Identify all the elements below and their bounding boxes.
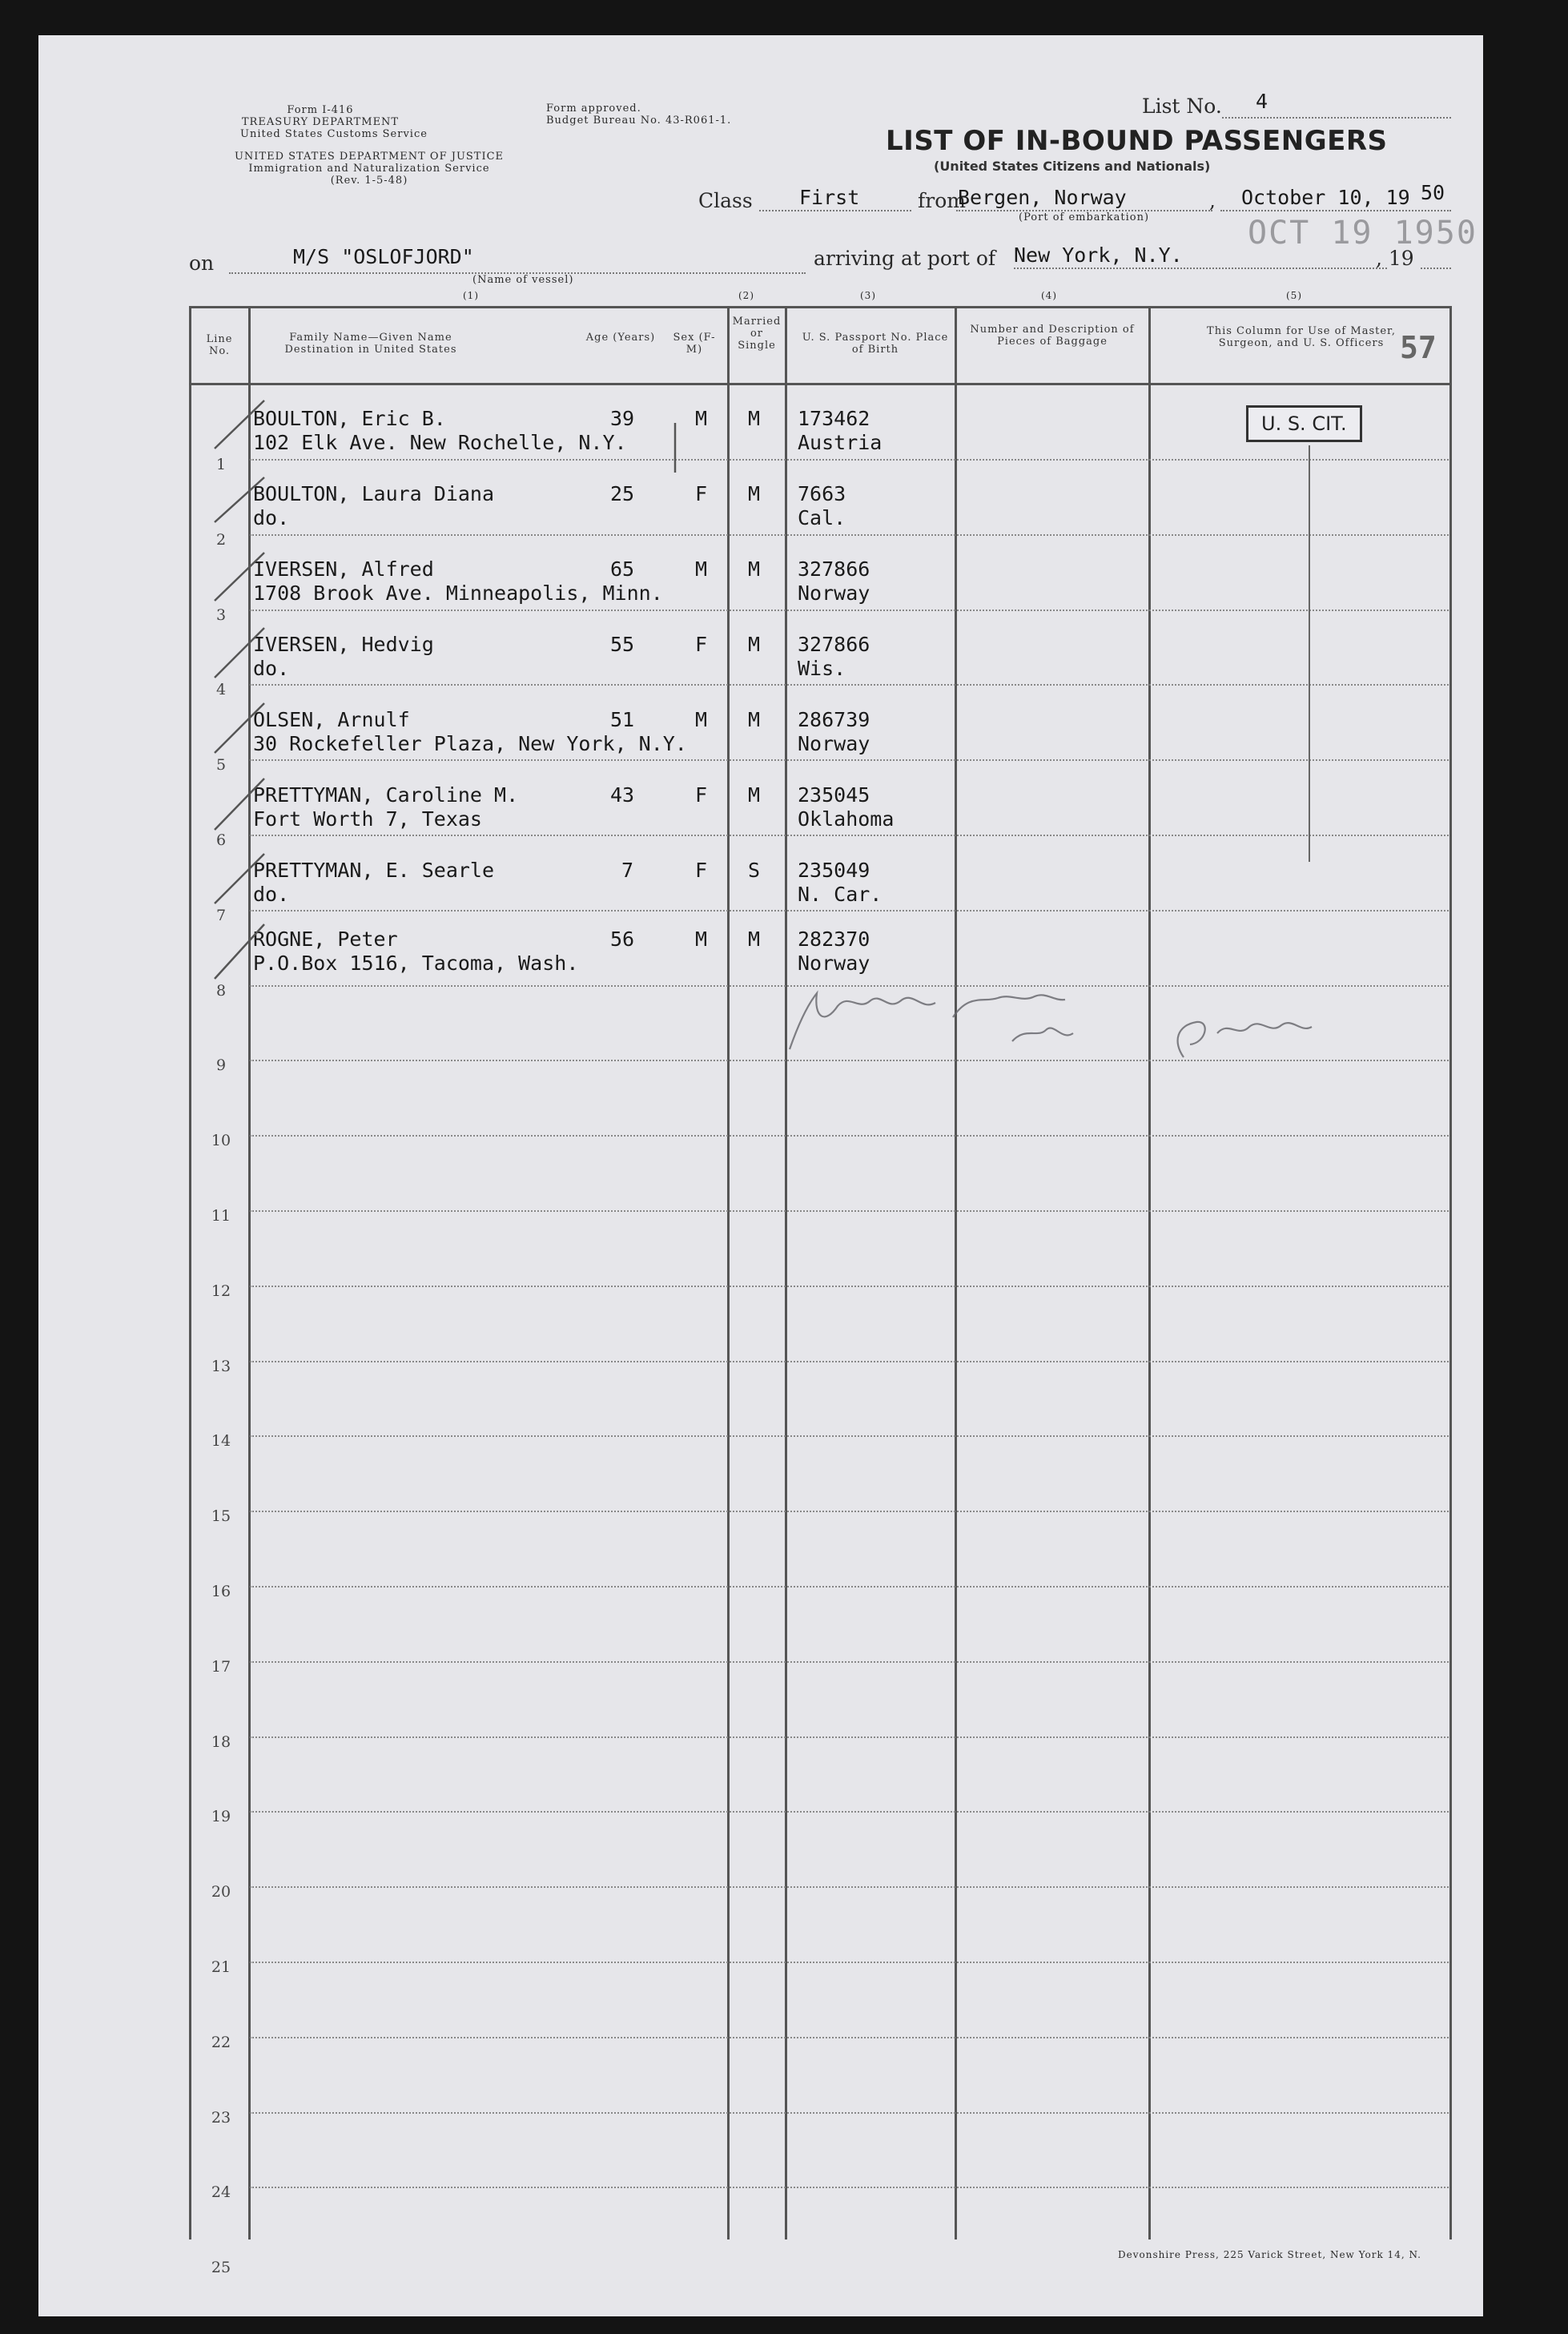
passenger-marital: M [748, 708, 761, 731]
passenger-marital: M [748, 633, 761, 656]
form-approved-line: Form approved. [546, 103, 641, 115]
row-divider [250, 1736, 1449, 1738]
arriving-label: arriving at port of [814, 247, 996, 270]
passport-number: 7663 [798, 482, 846, 505]
passenger-age: 25 [610, 482, 635, 505]
budget-bureau-line: Budget Bureau No. 43-R061-1. [546, 115, 732, 127]
passenger-address: 1708 Brook Ave. Minneapolis, Minn. [253, 581, 663, 605]
passenger-sex: F [695, 783, 708, 807]
col-header-officers: This Column for Use of Master, Surgeon, and U. S. Officers [1207, 325, 1396, 349]
birthplace: Wis. [798, 657, 846, 680]
passenger-address: 30 Rockefeller Plaza, New York, N.Y. [253, 732, 687, 755]
arrival-port: New York, N.Y. [1014, 243, 1183, 267]
line-number: 4 [215, 681, 227, 698]
line-number: 24 [211, 2183, 231, 2201]
row-divider [250, 1060, 1449, 1061]
row-divider [250, 1962, 1449, 1963]
passenger-age: 51 [610, 708, 635, 731]
page-number: 57 [1400, 330, 1437, 365]
passenger-name: PRETTYMAN, E. Searle [253, 859, 495, 882]
row-divider [250, 1586, 1449, 1588]
passenger-sex: F [695, 633, 708, 656]
row-divider [250, 1361, 1449, 1362]
passenger-sex: M [695, 407, 708, 430]
row-divider [250, 1511, 1449, 1512]
immigration-service: Immigration and Naturalization Service [248, 163, 490, 175]
passenger-name: OLSEN, Arnulf [253, 708, 410, 731]
passenger-name: IVERSEN, Alfred [253, 557, 434, 581]
row-divider [250, 1210, 1449, 1212]
passenger-name: PRETTYMAN, Caroline M. [253, 783, 519, 807]
row-divider [250, 2037, 1449, 2038]
passport-number: 282370 [798, 928, 870, 951]
us-citizen-stamp: U. S. CIT. [1246, 405, 1362, 442]
printer-credit: Devonshire Press, 225 Varick Street, New York 14, N. [1118, 2249, 1421, 2260]
birthplace: N. Car. [798, 883, 883, 906]
arrival-year-line [1421, 268, 1451, 269]
col-divider-married [785, 306, 787, 2239]
passenger-age: 39 [610, 407, 635, 430]
line-number: 16 [211, 1583, 231, 1600]
line-number: 6 [215, 831, 227, 849]
passenger-marital: M [748, 783, 761, 807]
row-divider [250, 1135, 1449, 1137]
col-divider-line-no [248, 306, 251, 2239]
line-number: 17 [211, 1658, 231, 1676]
birthplace: Oklahoma [798, 807, 895, 831]
passenger-sex: F [695, 482, 708, 505]
row-divider [250, 610, 1449, 611]
revision-date: (Rev. 1-5-48) [330, 175, 408, 187]
passenger-marital: M [748, 928, 761, 951]
list-no-line [1222, 117, 1451, 119]
line-number: 5 [215, 756, 227, 774]
row-divider [250, 835, 1449, 836]
passenger-age: 7 [621, 859, 634, 882]
col-header-name: Family Name—Given Name Destination in United States [284, 332, 457, 356]
passenger-address: do. [253, 657, 290, 680]
departure-date: October 10, 19 [1241, 186, 1410, 209]
line-number: 1 [215, 456, 227, 473]
vessel-name: M/S "OSLOFJORD" [293, 245, 474, 268]
row-divider [250, 459, 1449, 461]
col-header-line-no: Line No. [206, 333, 233, 357]
col-header-baggage: Number and Description of Pieces of Baggage [970, 324, 1135, 348]
passenger-name: BOULTON, Laura Diana [253, 482, 495, 505]
row-divider [250, 534, 1449, 536]
passport-number: 235049 [798, 859, 870, 882]
passenger-address: P.O.Box 1516, Tacoma, Wash. [253, 952, 579, 975]
passenger-address: do. [253, 883, 290, 906]
line-number: 20 [211, 1883, 231, 1901]
department-identification [189, 151, 549, 187]
col-number-5: (5) [1286, 290, 1302, 301]
passenger-address: Fort Worth 7, Texas [253, 807, 482, 831]
passenger-address: do. [253, 506, 290, 529]
line-number: 22 [211, 2034, 231, 2051]
col-number-2: (2) [738, 290, 754, 301]
line-number: 13 [211, 1358, 231, 1375]
passenger-marital: M [748, 482, 761, 505]
row-divider [250, 1811, 1449, 1813]
line-number: 9 [215, 1056, 227, 1074]
department-of-justice: UNITED STATES DEPARTMENT OF JUSTICE [234, 151, 505, 163]
birthplace: Norway [798, 732, 870, 755]
page-subtitle: (United States Citizens and Nationals) [934, 159, 1211, 174]
line-number: 7 [215, 907, 227, 924]
manifest-page [38, 35, 1483, 2316]
row-divider [250, 985, 1449, 987]
arrival-date-stamp: OCT 19 1950 [1248, 215, 1478, 252]
passenger-sex: M [695, 708, 708, 731]
passenger-name: ROGNE, Peter [253, 928, 398, 951]
col-header-married: Married or Single [732, 316, 782, 352]
row-divider [250, 2112, 1449, 2114]
form-number: Form I-416 [287, 104, 354, 116]
class-label: Class [698, 189, 753, 212]
line-number: 19 [211, 1808, 231, 1825]
passenger-sex: M [695, 557, 708, 581]
header-bottom-border [189, 383, 1451, 385]
customs-service: United States Customs Service [240, 128, 428, 140]
departure-year: 50 [1421, 181, 1445, 204]
col-header-passport: U. S. Passport No. Place of Birth [802, 332, 949, 356]
passenger-marital: M [748, 407, 761, 430]
passenger-sex: M [695, 928, 708, 951]
passenger-name: IVERSEN, Hedvig [253, 633, 434, 656]
birthplace: Norway [798, 952, 870, 975]
row-divider [250, 684, 1449, 686]
passport-number: 327866 [798, 557, 870, 581]
line-number: 2 [215, 531, 227, 549]
row-divider [250, 1286, 1449, 1287]
port-caption: (Port of embarkation) [1019, 211, 1150, 223]
passenger-age: 65 [610, 557, 635, 581]
birthplace: Cal. [798, 506, 846, 529]
on-label: on [189, 252, 215, 275]
line-number: 12 [211, 1282, 231, 1300]
line-number: 25 [211, 2259, 231, 2276]
col-divider-sex [727, 306, 730, 2239]
from-label: from [918, 189, 966, 212]
birthplace: Norway [798, 581, 870, 605]
col-header-sex: Sex (F-M) [673, 332, 716, 356]
row-divider [250, 1435, 1449, 1437]
line-number: 10 [211, 1132, 231, 1149]
passenger-marital: S [748, 859, 761, 882]
port-of-embarkation: Bergen, Norway [958, 186, 1127, 209]
date-line [1220, 210, 1451, 211]
class-value: First [799, 186, 860, 209]
table-right-border [1449, 306, 1452, 2239]
col-number-1: (1) [463, 290, 479, 301]
arrival-year-label: , 19 [1376, 247, 1414, 270]
passenger-age: 56 [610, 928, 635, 951]
line-number: 15 [211, 1507, 231, 1525]
form-identification [240, 104, 428, 140]
line-number: 11 [211, 1207, 231, 1225]
passenger-age: 55 [610, 633, 635, 656]
row-divider [250, 910, 1449, 911]
treasury-department: TREASURY DEPARTMENT [241, 116, 400, 128]
row-divider [250, 1661, 1449, 1663]
col-divider-passport [955, 306, 957, 2239]
list-no-label: List No. [1142, 95, 1222, 118]
list-no-value: 4 [1256, 90, 1268, 113]
table-top-border [189, 306, 1451, 308]
arrival-line [1014, 268, 1387, 269]
row-divider [250, 1886, 1449, 1888]
passenger-marital: M [748, 557, 761, 581]
passport-number: 235045 [798, 783, 870, 807]
passenger-sex: F [695, 859, 708, 882]
line-number: 8 [215, 982, 227, 1000]
form-approved [546, 103, 731, 127]
passenger-name: BOULTON, Eric B. [253, 407, 446, 430]
line-number: 21 [211, 1958, 231, 1976]
row-divider [250, 759, 1449, 761]
passport-number: 286739 [798, 708, 870, 731]
col-number-3: (3) [860, 290, 876, 301]
page-title: LIST OF IN-BOUND PASSENGERS [886, 125, 1388, 157]
col-divider-baggage [1148, 306, 1151, 2239]
row-divider [250, 2187, 1449, 2188]
col-header-age: Age (Years) [585, 332, 656, 344]
passport-number: 173462 [798, 407, 870, 430]
table-left-border [189, 306, 191, 2239]
ditto-line [1309, 445, 1310, 862]
line-number: 18 [211, 1733, 231, 1751]
line-number: 23 [211, 2109, 231, 2127]
vessel-caption: (Name of vessel) [472, 274, 574, 286]
date-comma: , [1209, 189, 1216, 212]
line-number: 14 [211, 1432, 231, 1450]
passenger-address: 102 Elk Ave. New Rochelle, N.Y. [253, 431, 627, 454]
line-number: 3 [215, 606, 227, 624]
class-line [759, 210, 911, 211]
passport-number: 327866 [798, 633, 870, 656]
passenger-age: 43 [610, 783, 635, 807]
birthplace: Austria [798, 431, 883, 454]
col-number-4: (4) [1041, 290, 1057, 301]
